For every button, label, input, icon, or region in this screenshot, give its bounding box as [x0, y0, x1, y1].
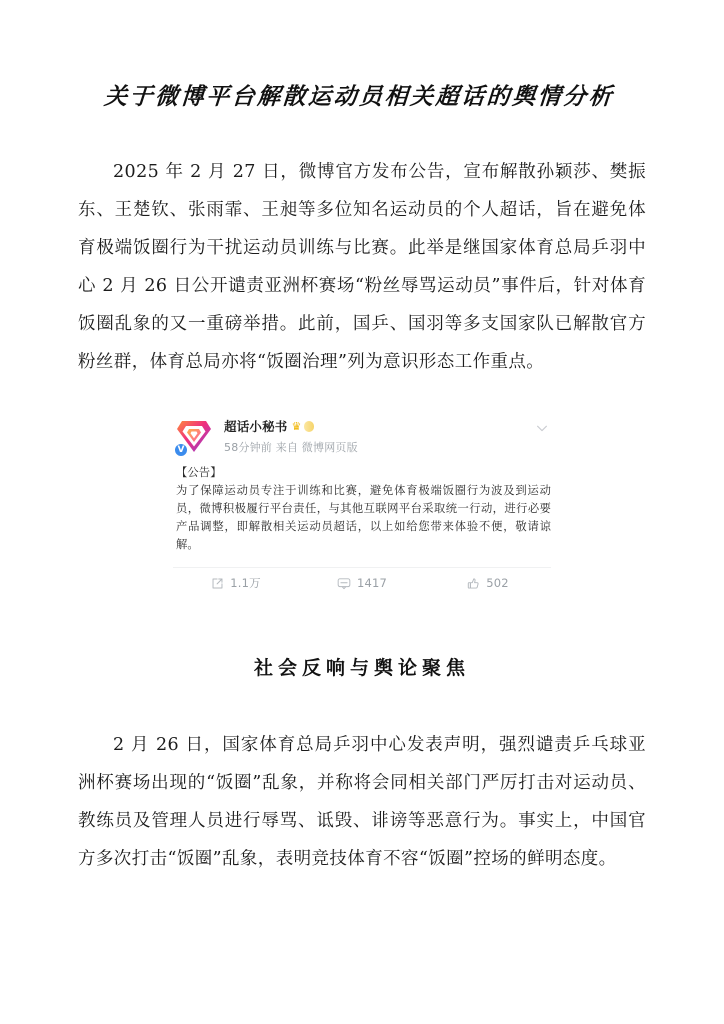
weibo-post-card[interactable]	[159, 403, 565, 599]
chevron-down-icon[interactable]	[535, 421, 549, 435]
paragraph-reaction: 2 月 26 日，国家体育总局乒羽中心发表声明，强烈谴责乒乓球亚洲杯赛场出现的“饭圈”乱象，并称将会同相关部门严厉打击对运动员、教练员及管理人员进行辱骂、诋毁、诽谤等恶意行为。事实上，中国官方多次打击“饭圈”乱象，表明竞技体育不容“饭圈”控场的鲜明态度。	[78, 735, 646, 869]
comment-action[interactable]	[299, 576, 425, 590]
weibo-name-row	[224, 417, 551, 435]
page-title: 关于微博平台解散运动员相关超话的舆情分析	[103, 83, 616, 110]
weibo-post-content	[173, 464, 551, 554]
weibo-action-bar	[173, 567, 551, 591]
level-badge	[304, 421, 314, 432]
weibo-account-name[interactable]: 超话小秘书	[224, 419, 288, 434]
section-heading: 社会反响与舆论聚焦	[253, 657, 470, 679]
weibo-post-tag: 【公告】	[176, 466, 222, 479]
share-action[interactable]	[173, 575, 299, 591]
avatar[interactable]	[173, 415, 215, 457]
share-icon	[211, 577, 224, 590]
weibo-post-header	[173, 415, 551, 457]
like-action[interactable]	[425, 576, 551, 590]
weibo-post-text: 为了保障运动员专注于训练和比赛，避免体育极端饭圈行为波及到运动员，微博积极履行平台责任，与其他互联网平台采取统一行动，进行必要产品调整，即解散相关运动员超话，以上如给您带来体验不便，敬请谅解。	[176, 484, 551, 551]
comment-icon	[337, 577, 351, 590]
thumbs-up-icon	[467, 577, 480, 590]
crown-icon: ♛	[291, 419, 302, 433]
verified-badge-icon: V	[174, 443, 188, 457]
weibo-timestamp: 58分钟前 来自 微博网页版	[224, 441, 358, 454]
comment-count: 1417	[356, 576, 388, 590]
paragraph-intro: 2025 年 2 月 27 日，微博官方发布公告，宣布解散孙颖莎、樊振东、王楚钦、张雨霏、王昶等多位知名运动员的个人超话，旨在避免体育极端饭圈行为干扰运动员训练与比赛。此举是继国家体育总局乒羽中心 2 月 26 日公开谴责亚洲杯赛场“粉丝辱骂运动员”事件后，针对体育饭圈乱象的又一重磅举措。此前，国乒、国羽等多支国家队已解散官方粉丝群，体育总局亦将“饭圈治理”列为意识形态工作重点。	[78, 162, 646, 372]
share-count: 1.1万	[230, 576, 261, 590]
weibo-author-meta	[224, 415, 551, 455]
like-count: 502	[486, 576, 509, 590]
